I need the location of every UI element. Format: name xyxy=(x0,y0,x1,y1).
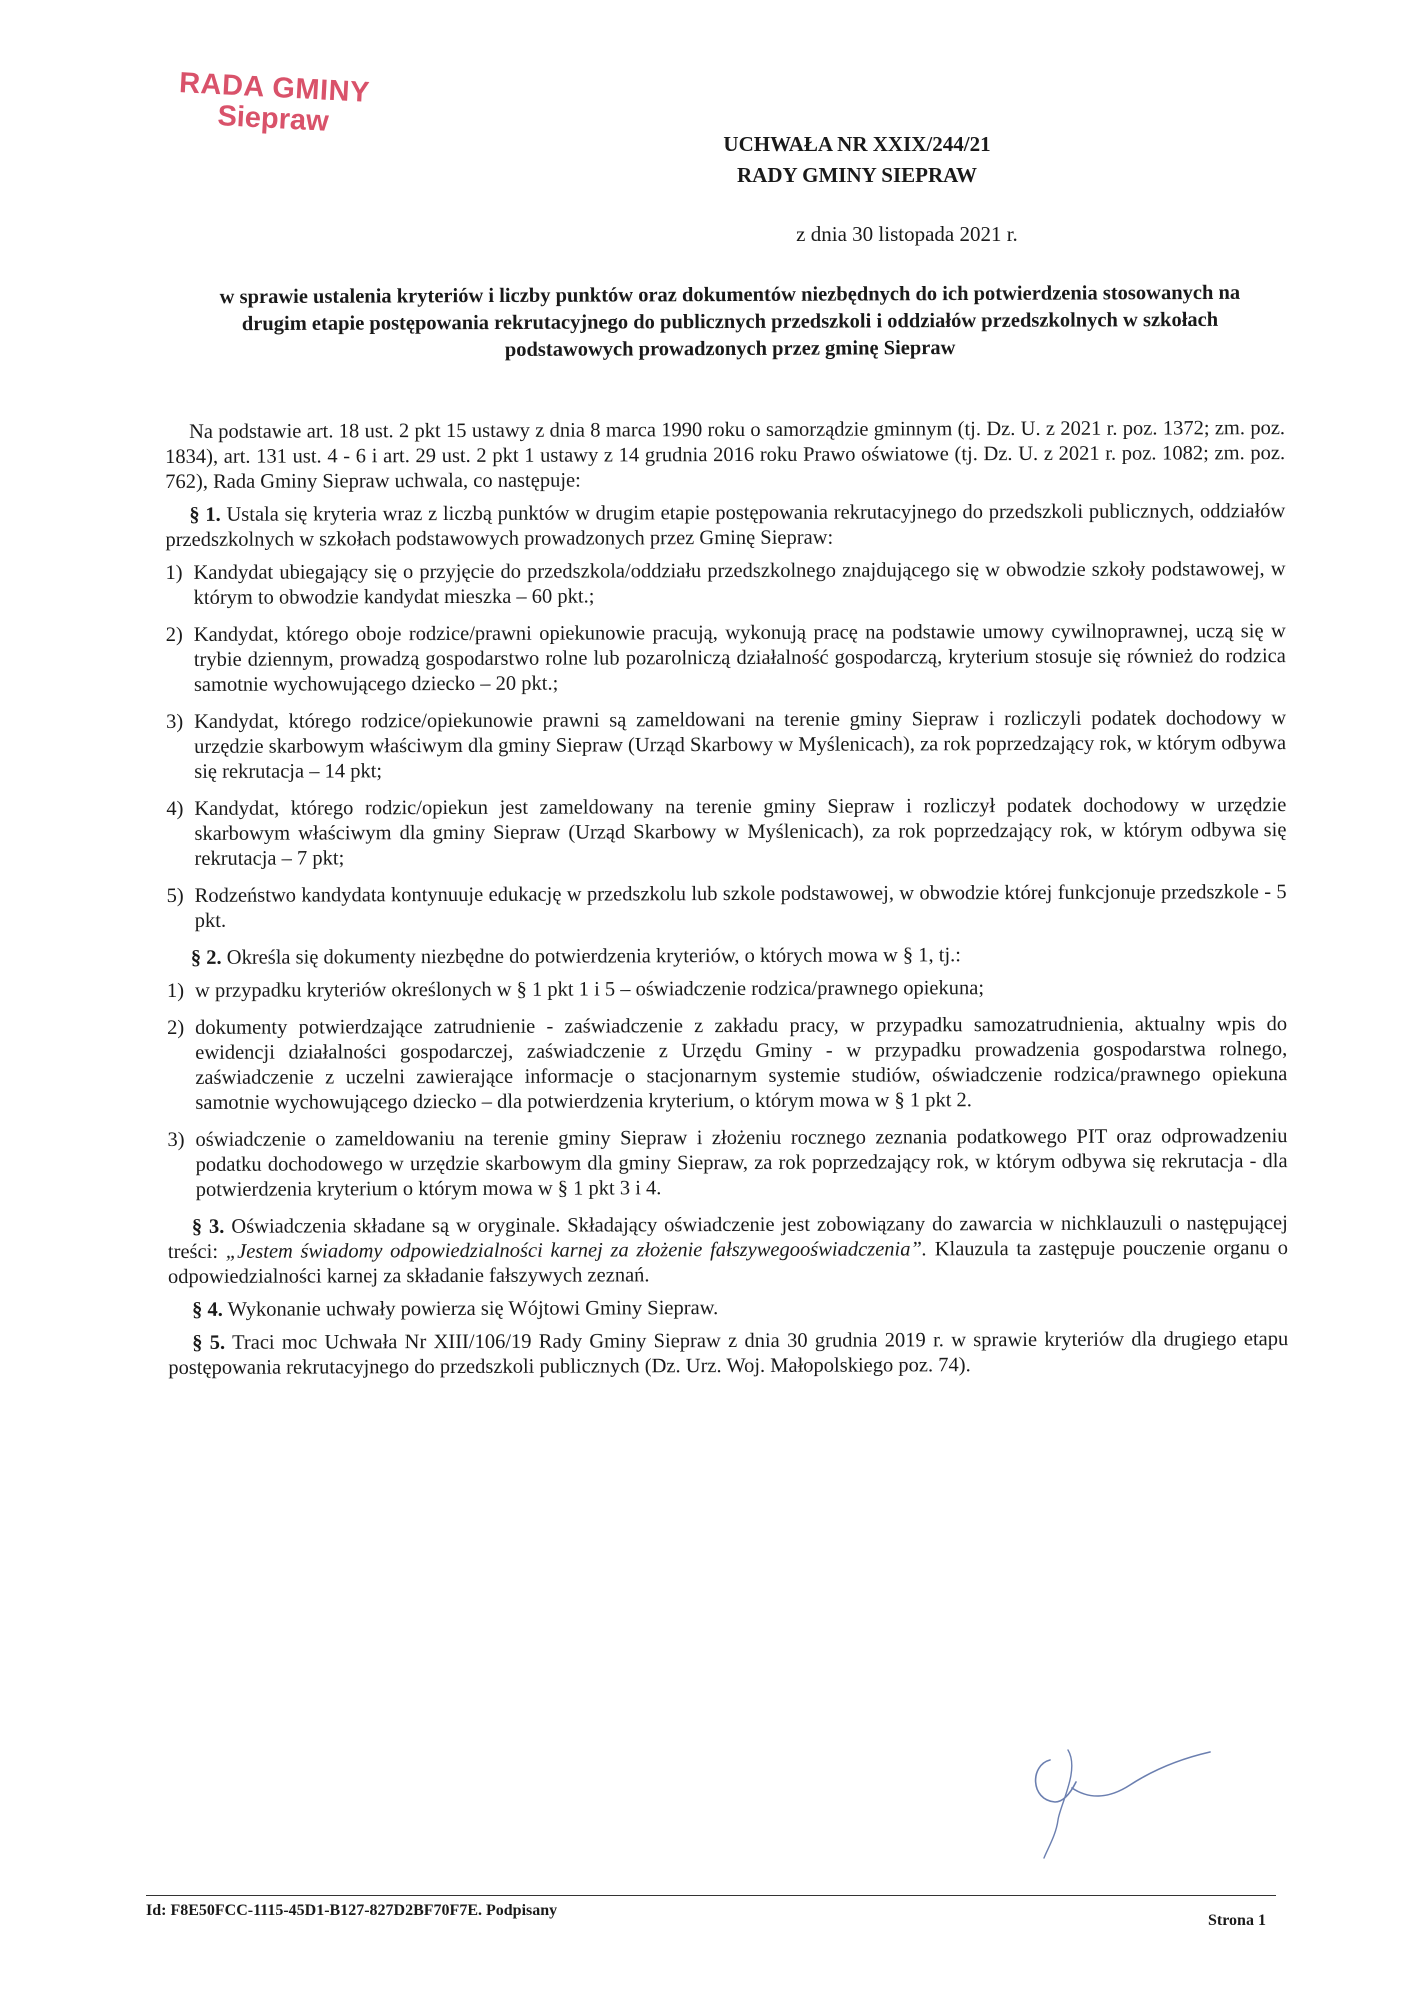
item-text: w przypadku kryteriów określonych w § 1 pkt 1 i 5 – oświadczenie rodzica/prawnego opiekuna; xyxy=(194,977,985,1002)
section-mark: § 5. xyxy=(192,1331,226,1354)
council-stamp xyxy=(177,68,371,141)
list-item xyxy=(165,557,1285,611)
item-number: 3) xyxy=(166,710,184,733)
list-item xyxy=(166,706,1286,785)
section-1-intro xyxy=(165,499,1285,553)
item-number: 5) xyxy=(166,884,184,907)
section-5 xyxy=(168,1327,1288,1381)
item-number: 1) xyxy=(166,979,185,1002)
item-number: 4) xyxy=(166,797,184,820)
item-number: 3) xyxy=(167,1128,185,1151)
list-item xyxy=(166,793,1286,872)
section-mark: § 2. xyxy=(190,946,222,969)
section-2-intro xyxy=(167,942,1287,971)
item-text: Kandydat ubiegający się o przyjęcie do przedszkola/oddziału przedszkolnego znajdującego się w obwodzie szkoły podstawowej, w którym to obwodzie kandydat mieszka – 60 pkt.; xyxy=(193,558,1286,609)
item-number: 1) xyxy=(165,561,183,584)
section-text: Wykonanie uchwały powierza się Wójtowi Gminy Siepraw. xyxy=(227,1297,719,1321)
item-number: 2) xyxy=(167,1016,185,1039)
page-number: Strona 1 xyxy=(1208,1912,1266,1929)
item-text: Rodzeństwo kandydata kontynuuje edukację w przedszkolu lub szkole podstawowej, w obwodzie której funkcjonuje przedszkole - 5 pkt. xyxy=(194,881,1287,932)
document-id: Id: F8E50FCC-1115-45D1-B127-827D2BF70F7E. Podpisany xyxy=(146,1902,558,1919)
section-mark: § 4. xyxy=(192,1298,223,1321)
section-text: Określa się dokumenty niezbędne do potwierdzenia kryteriów, o których mowa w § 1, tj.: xyxy=(226,944,961,969)
document-body xyxy=(165,416,1288,1389)
list-item xyxy=(167,1012,1287,1116)
resolution-subject: w sprawie ustalenia kryteriów i liczby punktów oraz dokumentów niezbędnych do ich potwierdzenia stosowanych na drugim etapie postępowania rekrutacyjnego do publicznych przedszkoli i oddziałów przedszkolnych w szkołach podstawowych prowadzonych przez gminę Siepraw xyxy=(219,281,1241,361)
section-mark: § 3. xyxy=(191,1215,225,1238)
stamp-line-2: Siepraw xyxy=(216,100,330,139)
item-text: Kandydat, którego oboje rodzice/prawni opiekunowie pracują, wykonują pracę na podstawie umowy cywilnoprawnej, uczą się w trybie dziennym, prowadzą gospodarstwo rolne lub pozarolniczą działalność gospodarczą, kryterium stosuje się również do rodzica samotnie wychowującego dziecko – 20 pkt.; xyxy=(193,620,1286,696)
list-item xyxy=(167,880,1287,934)
resolution-issuer: RADY GMINY SIEPRAW xyxy=(737,163,977,187)
section-text: Ustala się kryteria wraz z liczbą punktów w drugim etapie postępowania rekrutacyjnego do przedszkoli publicznych, oddziałów przedszkolnych w szkołach podstawowych prowadzonych przez Gminę Siepraw: xyxy=(165,500,1286,551)
item-text: dokumenty potwierdzające zatrudnienie - zaświadczenie z zakładu pracy, w przypadku samozatrudnienia, aktualny wpis do ewidencji działalności gospodarczej, zaświadczenie z Urzędu Gminy - w przypadku prowadzenia gospodarstwa rolnego, zaświadczenie z uczelni zawierające informacje o stacjonarnym systemie studiów, oświadczenie rodzica/prawnego opiekuna samotnie wychowującego dziecko – dla potwierdzenia kryterium, o którym mowa w § 1 pkt 2. xyxy=(195,1013,1288,1114)
section-4 xyxy=(168,1294,1288,1323)
handwritten-signature-icon xyxy=(1010,1730,1230,1860)
section-3 xyxy=(168,1211,1288,1290)
section-text-end: Klauzula ta zastępuje pouczenie organu o odpowiedzialności karnej za składanie fałszywych zeznań. xyxy=(167,1237,1288,1288)
item-text: Kandydat, którego rodzice/opiekunowie prawni są zameldowani na terenie gminy Siepraw i rozliczyli podatek dochodowy w urzędzie skarbowym właściwym dla gminy Siepraw (Urząd Skarbowy w Myślenicach), za rok poprzedzający rok, w którym odbywa się rekrutacja – 14 pkt; xyxy=(194,707,1287,783)
stamp-line-1: RADA GMINY xyxy=(178,67,371,109)
list-item xyxy=(167,1124,1287,1203)
item-number: 2) xyxy=(165,623,183,646)
footer-divider xyxy=(146,1895,1276,1896)
section-text: Oświadczenia składane są w oryginale. Składający oświadczenie jest zobowiązany do zawarcia w nichklauzuli o następującej treści: xyxy=(167,1212,1288,1263)
resolution-title: UCHWAŁA NR XXIX/244/21 xyxy=(723,132,991,156)
section-mark: § 1. xyxy=(189,503,221,526)
item-text: oświadczenie o zameldowaniu na terenie gminy Siepraw i złożeniu rocznego zeznania podatkowego PIT oraz odprowadzeniu podatku dochodowego w urzędzie skarbowym dla gminy Siepraw, za rok poprzedzający rok, w którym odbywa się rekrutacja - dla potwierdzenia kryterium o którym mowa w § 1 pkt 3 i 4. xyxy=(195,1125,1288,1201)
preamble: Na podstawie art. 18 ust. 2 pkt 15 ustawy z dnia 8 marca 1990 roku o samorządzie gminnym (tj. Dz. U. z 2021 r. poz. 1372; zm. poz. 1834), art. 131 ust. 4 - 6 i art. 29 ust. 2 pkt 1 ustawy z 14 grudnia 2016 roku Prawo oświatowe (tj. Dz. U. z 2021 r. poz. 1082; zm. poz. 762), Rada Gminy Siepraw uchwala, co następuje: xyxy=(165,417,1286,493)
section-text: Traci moc Uchwała Nr XIII/106/19 Rady Gminy Siepraw z dnia 30 grudnia 2019 r. w sprawie kryteriów dla drugiego etapu postępowania rekrutacyjnego do przedszkoli publicznych (Dz. Urz. Woj. Małopolskiego poz. 74). xyxy=(168,1328,1289,1379)
resolution-date: z dnia 30 listopada 2021 r. xyxy=(796,222,1018,246)
list-item xyxy=(166,619,1286,698)
item-text: Kandydat, którego rodzic/opiekun jest zameldowany na terenie gminy Siepraw i rozliczył podatek dochodowy w urzędzie skarbowym właściwym dla gminy Siepraw (Urząd Skarbowy w Myślenicach), za rok poprzedzający rok, w którym odbywa się rekrutacja – 7 pkt; xyxy=(194,794,1287,870)
clause-quote: „Jestem świadomy odpowiedzialności karnej za złożenie fałszywegooświadczenia”. xyxy=(225,1238,928,1263)
list-item xyxy=(167,975,1287,1004)
